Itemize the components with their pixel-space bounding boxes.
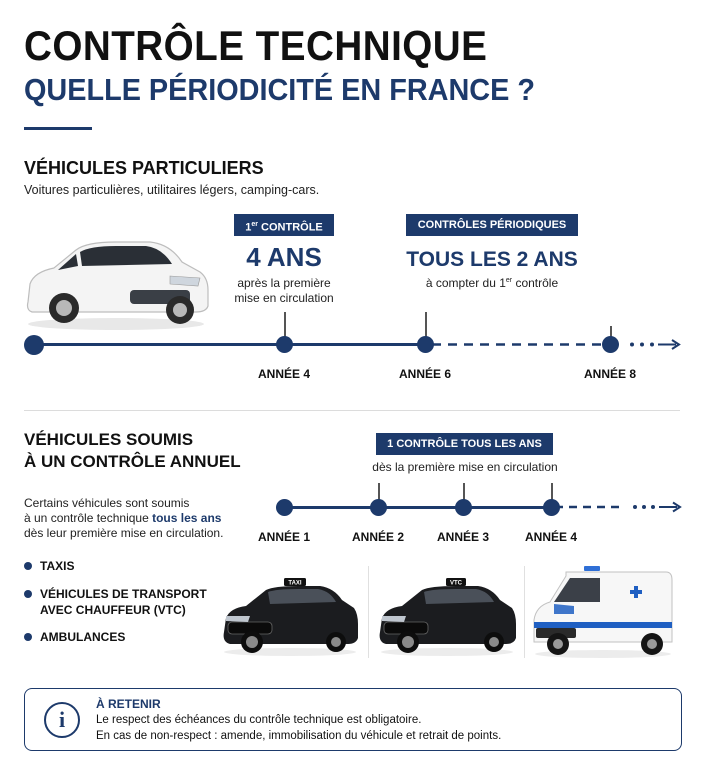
bullet-vtc-line2: AVEC CHAUFFEUR (VTC) bbox=[40, 603, 186, 617]
timeline1-dot-6 bbox=[417, 336, 434, 353]
first-control-badge-sup: er bbox=[251, 221, 258, 228]
first-control-value: 4 ANS bbox=[246, 242, 322, 272]
bullet-taxis: TAXIS bbox=[40, 559, 75, 573]
section2-title-line2: À UN CONTRÔLE ANNUEL bbox=[24, 452, 241, 471]
section2-desc-1: Certains véhicules sont soumis bbox=[24, 496, 190, 510]
section2-desc-2-bold: tous les ans bbox=[152, 511, 222, 525]
info-line-1: Le respect des échéances du contrôle technique est obligatoire. bbox=[96, 714, 422, 726]
ambulance-image bbox=[530, 562, 676, 660]
timeline1-label-4: ANNÉE 4 bbox=[257, 367, 310, 381]
timeline1-tick-6 bbox=[425, 312, 427, 338]
vehicle-separator-1 bbox=[368, 566, 369, 658]
timeline1-solid-line bbox=[34, 343, 426, 346]
timeline2-label-3: ANNÉE 3 bbox=[436, 530, 489, 544]
timeline1-dot-4 bbox=[276, 336, 293, 353]
section2-desc-3: dès leur première mise en circulation. bbox=[24, 526, 224, 540]
timeline2-dot-4 bbox=[543, 499, 560, 516]
timeline1-label-6: ANNÉE 6 bbox=[398, 367, 451, 381]
annual-control-note: dès la première mise en circulation bbox=[372, 460, 558, 474]
timeline2-dot-3 bbox=[455, 499, 472, 516]
section-divider bbox=[24, 410, 680, 411]
bullet-dot-taxis bbox=[24, 562, 32, 570]
bullet-dot-vtc bbox=[24, 590, 32, 598]
first-control-note-2: mise en circulation bbox=[234, 291, 334, 305]
first-control-note-1: après la première bbox=[237, 276, 331, 290]
timeline2-label-2: ANNÉE 2 bbox=[351, 530, 404, 544]
bullet-vtc-line1: VÉHICULES DE TRANSPORT bbox=[40, 587, 207, 601]
info-icon: i bbox=[44, 702, 80, 738]
vtc-sign-text: VTC bbox=[450, 580, 462, 587]
timeline2-dot-1 bbox=[276, 499, 293, 516]
timeline1-tick-4 bbox=[284, 312, 286, 338]
timeline2-label-4: ANNÉE 4 bbox=[524, 530, 577, 544]
bullet-ambulances: AMBULANCES bbox=[40, 630, 126, 644]
timeline1-dot-8 bbox=[602, 336, 619, 353]
taxi-car-image bbox=[220, 574, 360, 658]
periodic-note-pre: à compter du 1 bbox=[425, 276, 506, 290]
section2-title-line1: VÉHICULES SOUMIS bbox=[24, 430, 194, 449]
page-title: CONTRÔLE TECHNIQUE bbox=[24, 22, 488, 69]
first-control-badge-num: 1 bbox=[245, 221, 252, 234]
section1-title: VÉHICULES PARTICULIERS bbox=[24, 158, 264, 178]
info-heading: À RETENIR bbox=[96, 697, 161, 711]
periodic-note-post: contrôle bbox=[512, 276, 559, 290]
timeline2-dot-2 bbox=[370, 499, 387, 516]
info-line-2: En cas de non-respect : amende, immobilisation du véhicule et retrait de points. bbox=[96, 730, 502, 742]
section1-description: Voitures particulières, utilitaires légers, camping-cars. bbox=[24, 183, 320, 197]
periodic-note-sup: er bbox=[505, 277, 513, 284]
timeline1-dashed-line bbox=[426, 338, 686, 352]
first-control-badge-label: CONTRÔLE bbox=[257, 221, 323, 234]
first-control-badge bbox=[234, 214, 334, 236]
periodic-note bbox=[402, 276, 582, 290]
white-car-image bbox=[20, 232, 212, 332]
timeline1-start-dot bbox=[24, 335, 44, 355]
bullet-dot-ambulances bbox=[24, 633, 32, 641]
vehicle-separator-2 bbox=[524, 566, 525, 658]
taxi-sign-text: TAXI bbox=[288, 580, 302, 587]
periodic-controls-badge: CONTRÔLES PÉRIODIQUES bbox=[406, 214, 578, 236]
vtc-car-image bbox=[376, 574, 518, 658]
timeline1-label-8: ANNÉE 8 bbox=[583, 367, 636, 381]
annual-control-badge: 1 CONTRÔLE TOUS LES ANS bbox=[376, 433, 553, 455]
title-underline bbox=[24, 127, 92, 130]
section2-desc-2-pre: à un contrôle technique bbox=[24, 511, 153, 525]
timeline2-label-1: ANNÉE 1 bbox=[257, 530, 310, 544]
timeline2-solid-line bbox=[285, 506, 551, 509]
timeline2-dashed-line bbox=[551, 500, 686, 514]
section2-desc-2 bbox=[24, 511, 221, 525]
periodic-value: TOUS LES 2 ANS bbox=[406, 248, 578, 271]
page-subtitle: QUELLE PÉRIODICITÉ EN FRANCE ? bbox=[24, 72, 535, 107]
